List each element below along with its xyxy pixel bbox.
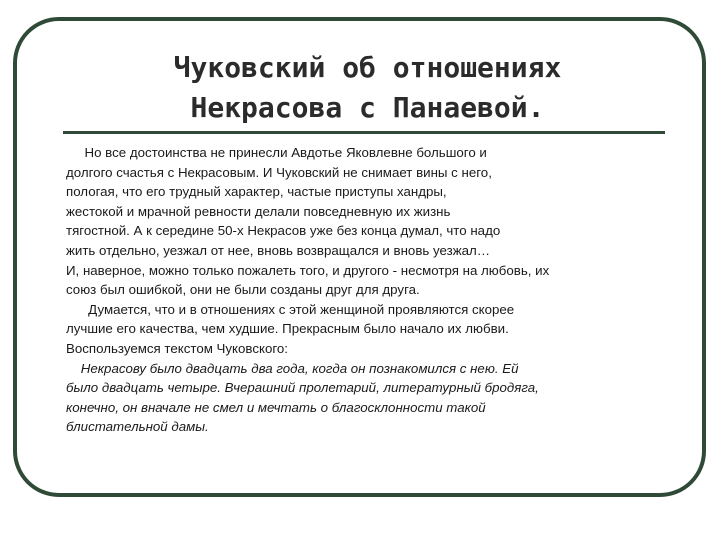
body-line: И, наверное, можно только пожалеть того, и другого - несмотря на любовь, их	[66, 262, 550, 278]
title-divider	[63, 131, 665, 134]
title-line-1: Чуковский об отношениях	[173, 51, 562, 84]
body-line: долгого счастья с Некрасовым. И Чуковский не снимает вины с него,	[66, 164, 492, 180]
body-line: Думается, что и в отношениях с этой женщиной проявляются скорее	[66, 301, 515, 317]
body-text	[66, 143, 666, 437]
slide-title	[60, 48, 675, 128]
quote-line: конечно, он вначале не смел и мечтать о благосклонности такой	[66, 399, 486, 415]
title-line-2: Некрасова с Панаевой.	[190, 91, 545, 124]
quote-line: было двадцать четыре. Вчерашний пролетарий, литературный бродяга,	[66, 380, 539, 396]
body-line: жить отдельно, уезжал от нее, вновь возвращался и вновь уезжал…	[66, 242, 491, 258]
quote-line: Некрасову было двадцать два года, когда он познакомился с нею. Ей	[66, 360, 519, 376]
body-line: Воспользуемся текстом Чуковского:	[66, 340, 288, 356]
body-line: Но все достоинства не принесли Авдотье Яковлевне большого и	[66, 145, 487, 160]
body-line: тягостной. А к середине 50-х Некрасов уже без конца думал, что надо	[66, 223, 501, 239]
body-line: союз был ошибкой, они не были созданы друг для друга.	[66, 282, 420, 298]
body-line: жестокой и мрачной ревности делали повседневную их жизнь	[66, 203, 451, 219]
body-line: пологая, что его трудный характер, частые приступы хандры,	[66, 184, 447, 200]
body-line: лучшие его качества, чем худшие. Прекрасным было начало их любви.	[66, 321, 509, 337]
quote-line: блистательной дамы.	[66, 419, 209, 435]
